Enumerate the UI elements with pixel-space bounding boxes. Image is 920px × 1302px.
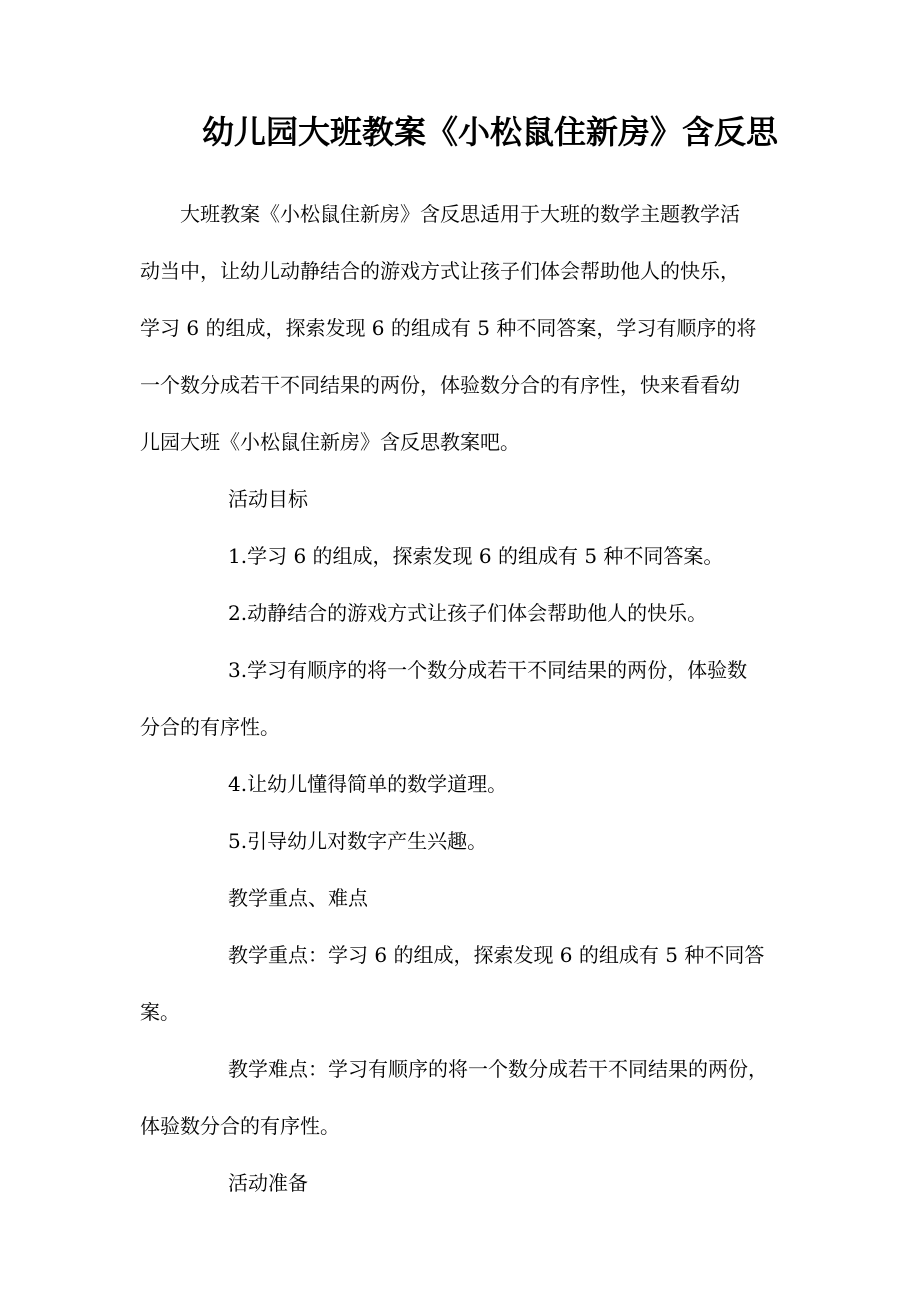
intro-line: 大班教案《小松鼠住新房》含反思适用于大班的数学主题教学活 xyxy=(180,202,740,226)
section-heading-key xyxy=(140,870,790,927)
section-heading-prep xyxy=(140,1155,790,1212)
difficult-point xyxy=(140,1041,790,1155)
goal-line: 3.学习有顺序的将一个数分成若干不同结果的两份，体验数 xyxy=(228,658,748,682)
goal-item-3 xyxy=(140,642,790,756)
section-heading-goals xyxy=(140,471,790,528)
key-point-line: 案。 xyxy=(140,1000,180,1024)
key-point xyxy=(140,927,790,1041)
key-point-line: 教学重点：学习 6 的组成，探索发现 6 的组成有 5 种不同答 xyxy=(228,943,765,967)
section-heading: 教学重点、难点 xyxy=(228,886,368,910)
goal-line: 2.动静结合的游戏方式让孩子们体会帮助他人的快乐。 xyxy=(228,601,708,625)
goal-line: 4.让幼儿懂得简单的数学道理。 xyxy=(228,772,508,796)
goal-item-5 xyxy=(140,813,790,870)
goal-line: 5.引导幼儿对数字产生兴趣。 xyxy=(228,829,488,853)
goal-line: 分合的有序性。 xyxy=(140,715,280,739)
goal-line: 1.学习 6 的组成，探索发现 6 的组成有 5 种不同答案。 xyxy=(228,544,724,568)
difficult-point-line: 教学难点：学习有顺序的将一个数分成若干不同结果的两份， xyxy=(228,1057,768,1081)
intro-paragraph xyxy=(140,186,790,471)
intro-line: 一个数分成若干不同结果的两份，体验数分合的有序性，快来看看幼 xyxy=(140,373,740,397)
document-title: 幼儿园大班教案《小松鼠住新房》含反思 xyxy=(201,113,778,151)
intro-line: 动当中，让幼儿动静结合的游戏方式让孩子们体会帮助他人的快乐， xyxy=(140,259,740,283)
goal-item-1 xyxy=(140,528,790,585)
difficult-point-line: 体验数分合的有序性。 xyxy=(140,1114,340,1138)
section-heading: 活动目标 xyxy=(228,487,308,511)
section-heading: 活动准备 xyxy=(228,1171,308,1195)
intro-line: 儿园大班《小松鼠住新房》含反思教案吧。 xyxy=(140,430,520,454)
goal-item-2 xyxy=(140,585,790,642)
goal-item-4 xyxy=(140,756,790,813)
intro-line: 学习 6 的组成，探索发现 6 的组成有 5 种不同答案，学习有顺序的将 xyxy=(140,316,757,340)
